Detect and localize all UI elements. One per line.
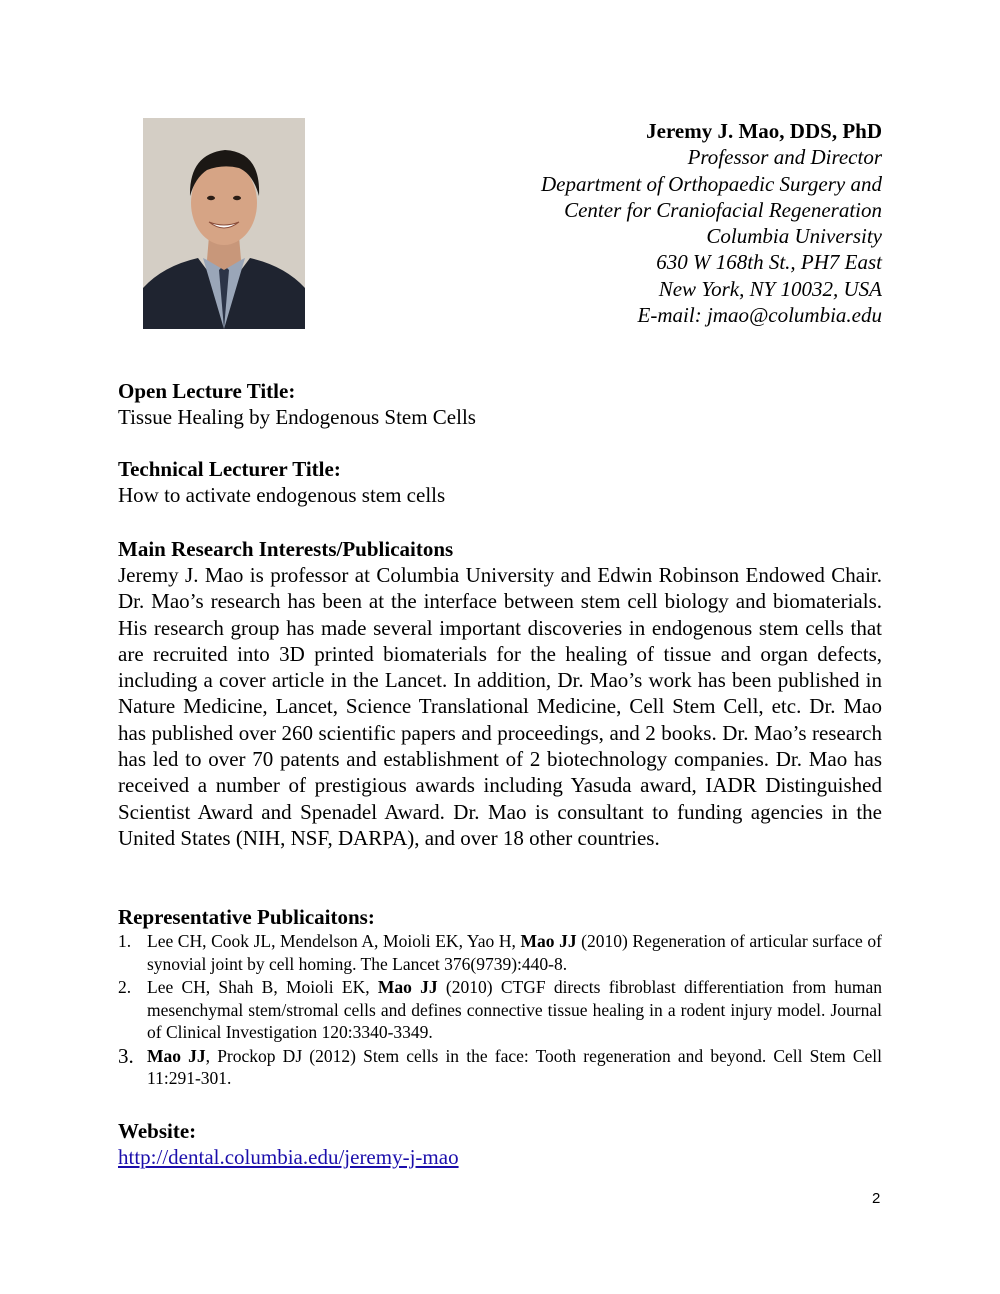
technical-lecture-section	[118, 456, 882, 508]
publication-authors: Lee CH, Cook JL, Mendelson A, Moioli EK, Yao H,	[147, 931, 521, 951]
website-link[interactable]: http://dental.columbia.edu/jeremy-j-mao	[118, 1145, 459, 1169]
portrait-illustration	[143, 118, 305, 329]
publication-author-highlight: Mao JJ	[520, 931, 577, 951]
publication-number: 2.	[118, 977, 132, 997]
open-lecture-heading: Open Lecture Title:	[118, 379, 296, 403]
technical-lecture-heading: Technical Lecturer Title:	[118, 457, 341, 481]
publication-item	[118, 930, 882, 975]
research-body: Jeremy J. Mao is professor at Columbia University and Edwin Robinson Endowed Chair. Dr. Mao’s research has been at the interface between stem cell biology and biomaterials. His research group has made several important discoveries in endogenous stem cells that are recruited into 3D printed biomaterials for the healing of tissue and organ defects, including a cover article in the Lancet. In addition, Dr. Mao’s work has been published in Nature Medicine, Lancet, Science Translational Medicine, Cell Stem Cell, etc. Dr. Mao has published over 260 scientific papers and proceedings, and 2 books. Dr. Mao’s research has led to over 70 patents and establishment of 2 biotechnology companies. Dr. Mao has received a number of prestigious awards including Yasuda award, IADR Distinguished Scientist Award and Spenadel Award. Dr. Mao is consultant to funding agencies in the United States (NIH, NSF, DARPA), and over 18 other countries.	[118, 563, 882, 850]
publication-author-highlight: Mao JJ	[147, 1045, 206, 1066]
website-heading: Website:	[118, 1119, 197, 1143]
publication-author-highlight: Mao JJ	[377, 977, 438, 997]
publication-number: 1.	[118, 931, 132, 951]
author-name: Jeremy J. Mao, DDS, PhD	[646, 119, 882, 143]
publication-details: (2010) Regeneration of articular surface of synovial joint by cell homing. The Lancet 376(9739):440-8.	[147, 931, 882, 974]
publication-item	[118, 1045, 882, 1090]
contact-block	[541, 118, 882, 328]
research-section	[118, 536, 882, 851]
publications-list	[118, 930, 882, 1090]
technical-lecture-title: How to activate endogenous stem cells	[118, 483, 446, 507]
portrait-photo	[143, 118, 305, 329]
contact-line-email: E-mail: jmao@columbia.edu	[637, 303, 882, 328]
contact-line-department: Department of Orthopaedic Surgery and	[540, 171, 882, 196]
contact-line-city: New York, NY 10032, USA	[658, 276, 882, 301]
research-heading: Main Research Interests/Publicaitons	[118, 537, 454, 561]
contact-line-title: Professor and Director	[687, 145, 882, 170]
open-lecture-title: Tissue Healing by Endogenous Stem Cells	[118, 405, 476, 429]
open-lecture-section	[118, 378, 882, 430]
contact-line-center: Center for Craniofacial Regeneration	[564, 197, 882, 222]
website-section	[118, 1118, 882, 1170]
publications-section	[118, 904, 882, 1091]
publication-number: 3.	[118, 1043, 134, 1068]
publication-authors: Lee CH, Shah B, Moioli EK,	[147, 977, 378, 997]
contact-line-university: Columbia University	[706, 224, 882, 249]
publication-details: , Prockop DJ (2012) Stem cells in the face: Tooth regeneration and beyond. Cell Stem Cell 11:291-301.	[147, 1045, 882, 1088]
publications-heading: Representative Publicaitons:	[118, 905, 375, 929]
contact-line-street: 630 W 168th St., PH7 East	[656, 250, 882, 275]
publication-details: (2010) CTGF directs fibroblast differentiation from human mesenchymal stem/stromal cells and defines connective tissue healing in a rodent injury model. Journal of Clinical Investigation 120:3340-3349.	[147, 977, 882, 1042]
publication-item	[118, 976, 882, 1044]
page-number: 2	[872, 1190, 881, 1207]
